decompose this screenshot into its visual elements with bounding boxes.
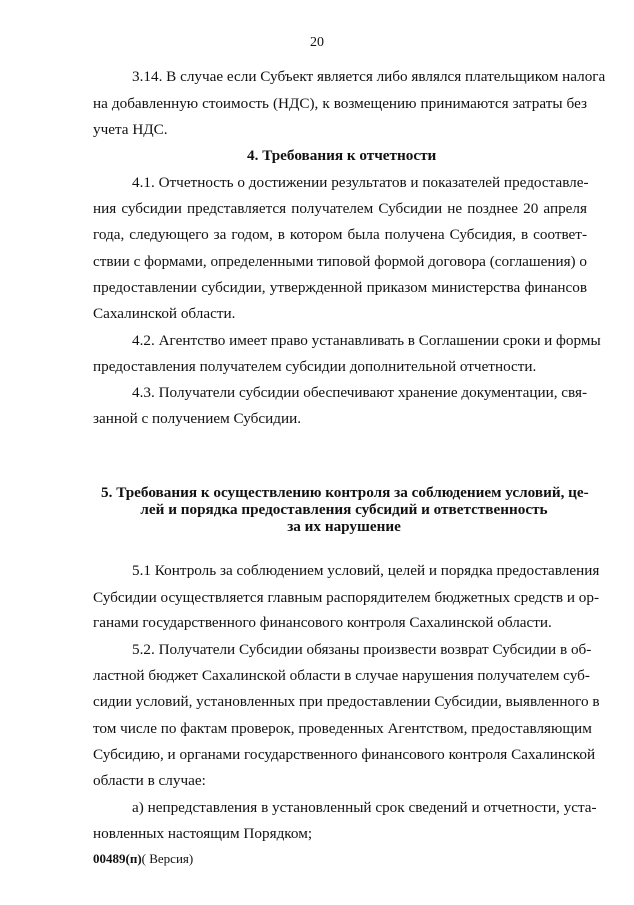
paragraph-4-3-line-1: 4.3. Получатели субсидии обеспечивают хранение документации, свя- — [132, 384, 588, 401]
section-5-heading-line-1: 5. Требования к осуществлению контроля за соблюдением условий, це- — [101, 484, 589, 501]
paragraph-5-2-line-6: области в случае: — [93, 772, 206, 789]
document-version: ( Версия) — [141, 851, 194, 866]
paragraph-4-2-line-2: предоставления получателем субсидии дополнительной отчетности. — [93, 358, 537, 375]
paragraph-3-14-line-1: 3.14. В случае если Субъект является либо являлся плательщиком налога — [132, 68, 606, 85]
paragraph-4-1-line-3: года, следующего за годом, в котором была получена Субсидия, в соответ- — [93, 226, 587, 243]
paragraph-5-1-line-1: 5.1 Контроль за соблюдением условий, целей и порядка предоставления — [132, 562, 600, 579]
paragraph-4-1-line-5: предоставлении субсидии, утвержденной приказом министерства финансов — [93, 279, 587, 296]
paragraph-4-2-line-1: 4.2. Агентство имеет право устанавливать в Соглашении сроки и формы — [132, 332, 601, 349]
paragraph-5-2-line-4: том числе по фактам проверок, проведенных Агентством, предоставляющим — [93, 720, 592, 737]
paragraph-5-2-line-1: 5.2. Получатели Субсидии обязаны произвести возврат Субсидии в об- — [132, 641, 592, 658]
document-footer — [93, 851, 193, 867]
section-5-heading-line-2: лей и порядка предоставления субсидий и ответственность — [140, 501, 548, 518]
page-number: 20 — [310, 35, 324, 50]
paragraph-4-3-line-2: занной с получением Субсидии. — [93, 410, 302, 427]
paragraph-a-line-1: а) непредставления в установленный срок сведений и отчетности, уста- — [132, 799, 597, 816]
paragraph-3-14-line-2: на добавленную стоимость (НДС), к возмещению принимаются затраты без — [93, 95, 587, 112]
section-5-heading-line-3: за их нарушение — [287, 518, 401, 535]
paragraph-4-1-line-4: ствии с формами, определенными типовой формой договора (соглашения) о — [93, 253, 588, 270]
paragraph-4-1-line-2: ния субсидии представляется получателем Субсидии не позднее 20 апреля — [93, 200, 587, 217]
paragraph-5-2-line-5: Субсидию, и органами государственного финансового контроля Сахалинской — [93, 746, 596, 763]
paragraph-4-1-line-6: Сахалинской области. — [93, 305, 236, 322]
paragraph-5-2-line-3: сидии условий, установленных при предоставлении Субсидии, выявленного в — [93, 693, 600, 710]
paragraph-5-1-line-2: Субсидии осуществляется главным распорядителем бюджетных средств и ор- — [93, 589, 600, 606]
paragraph-5-1-line-3: ганами государственного финансового контроля Сахалинской области. — [93, 614, 552, 631]
section-4-heading: 4. Требования к отчетности — [247, 147, 437, 164]
paragraph-4-1-line-1: 4.1. Отчетность о достижении результатов и показателей предоставле- — [132, 174, 589, 191]
paragraph-a-line-2: новленных настоящим Порядком; — [93, 825, 313, 842]
paragraph-5-2-line-2: ластной бюджет Сахалинской области в случае нарушения получателем суб- — [93, 667, 590, 684]
paragraph-3-14-line-3: учета НДС. — [93, 121, 168, 138]
document-code: 00489(п) — [93, 851, 142, 866]
